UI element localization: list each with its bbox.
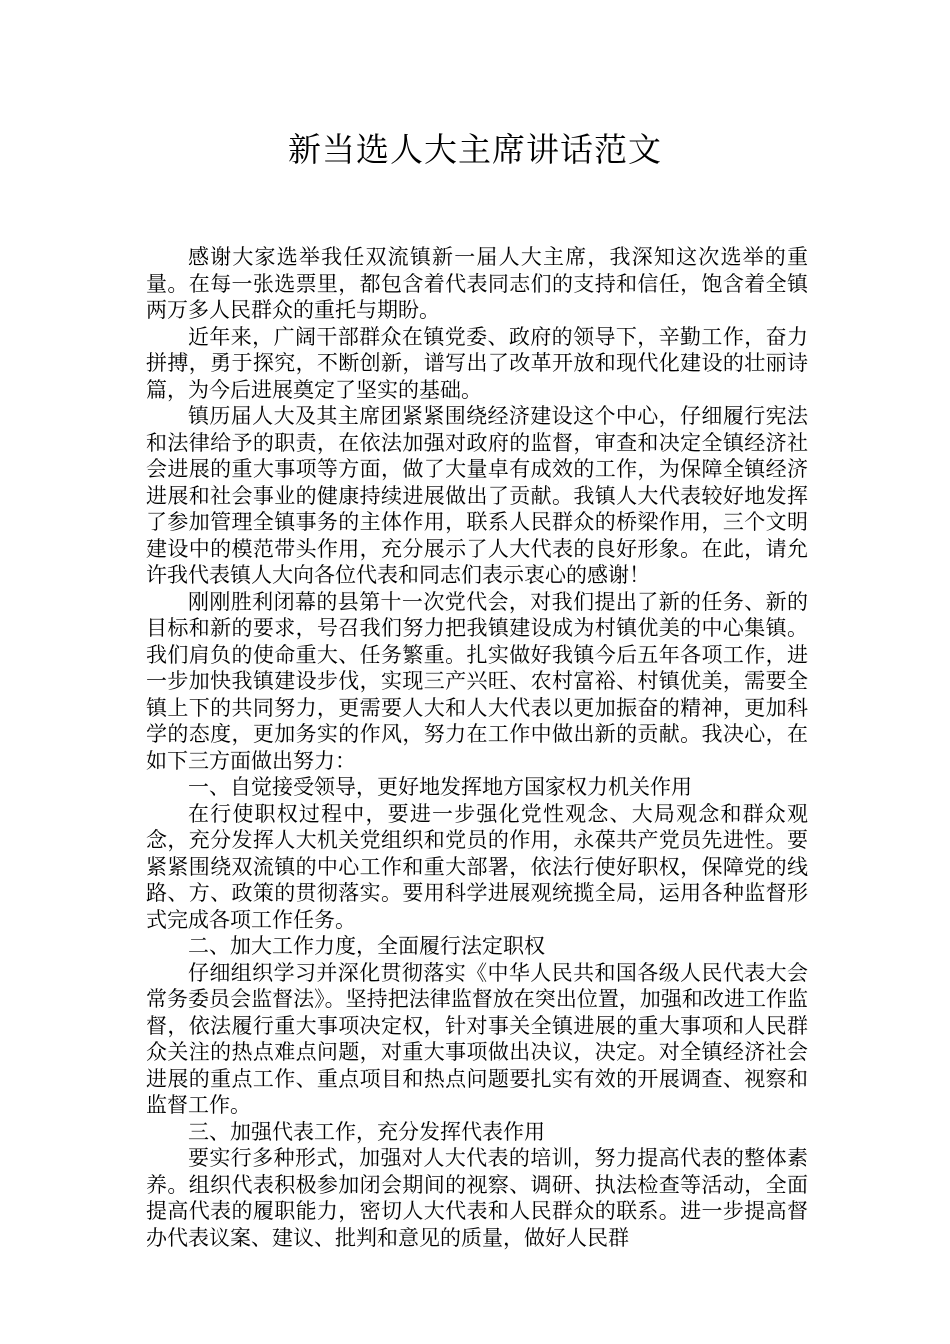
paragraph-thanks: 感谢大家选举我任双流镇新一届人大主席，我深知这次选举的重量。在每一张选票里，都包含着代表同志们的支持和信任，饱含着全镇两万多人民群众的重托与期盼。 [146,245,808,322]
paragraph-section-1: 在行使职权过程中，要进一步强化党性观念、大局观念和群众观念，充分发挥人大机关党组织和党员的作用，永葆共产党员先进性。要紧紧围绕双流镇的中心工作和重大部署，依法行使好职权，保障党的线路、方、政策的贯彻落实。要用科学进展观统揽全局，运用各种监督形式完成各项工作任务。 [146,801,808,932]
section-heading-3: 三、加强代表工作，充分发挥代表作用 [188,1119,545,1144]
page-title: 新当选人大主席讲话范文 [288,130,662,169]
paragraph-party-congress: 刚刚胜利闭幕的县第十一次党代会，对我们提出了新的任务、新的目标和新的要求，号召我们努力把我镇建设成为村镇优美的中心集镇。我们肩负的使命重大、任务繁重。扎实做好我镇今后五年各项工作，进一步加快我镇建设步伐，实现三产兴旺、农村富裕、村镇优美，需要全镇上下的共同努力，更需要人大和人大代表以更加振奋的精神，更加科学的态度，更加务实的作风，努力在工作中做出新的贡献。我决心，在如下三方面做出努力： [146,589,808,773]
paragraph-recent-years: 近年来，广阔干部群众在镇党委、政府的领导下，辛勤工作，奋力拼搏，勇于探究，不断创新，谱写出了改革开放和现代化建设的壮丽诗篇，为今后进展奠定了坚实的基础。 [146,324,808,402]
paragraph-past-congress: 镇历届人大及其主席团紧紧围绕经济建设这个中心，仔细履行宪法和法律给予的职责，在依法加强对政府的监督，审查和决定全镇经济社会进展的重大事项等方面，做了大量卓有成效的工作，为保障全镇经济进展和社会事业的健康持续进展做出了贡献。我镇人大代表较好地发挥了参加管理全镇事务的主体作用，联系人民群众的桥梁作用，三个文明建设中的模范带头作用，充分展示了人大代表的良好形象。在此，请允许我代表镇人大向各位代表和同志们表示衷心的感谢！ [146,404,808,587]
section-heading-2: 二、加大工作力度，全面履行法定职权 [188,934,545,958]
section-heading-1: 一、自觉接受领导，更好地发挥地方国家权力机关作用 [188,775,692,799]
paragraph-section-2: 仔细组织学习并深化贯彻落实《中华人民共和国各级人民代表大会常务委员会监督法》。坚持把法律监督放在突出位置，加强和改进工作监督，依法履行重大事项决定权，针对事关全镇进展的重大事项和人民群众关注的热点难点问题，对重大事项做出决议，决定。对全镇经济社会进展的重点工作、重点项目和热点问题要扎实有效的开展调查、视察和监督工作。 [146,960,808,1117]
paragraph-section-3: 要实行多种形式，加强对人大代表的培训，努力提高代表的整体素养。组织代表积极参加闭会期间的视察、调研、执法检查等活动，全面提高代表的履职能力，密切人大代表和人民群众的联系。进一步提高督办代表议案、建议、批判和意见的质量，做好人民群 [146,1146,808,1250]
document-body [146,244,808,1251]
